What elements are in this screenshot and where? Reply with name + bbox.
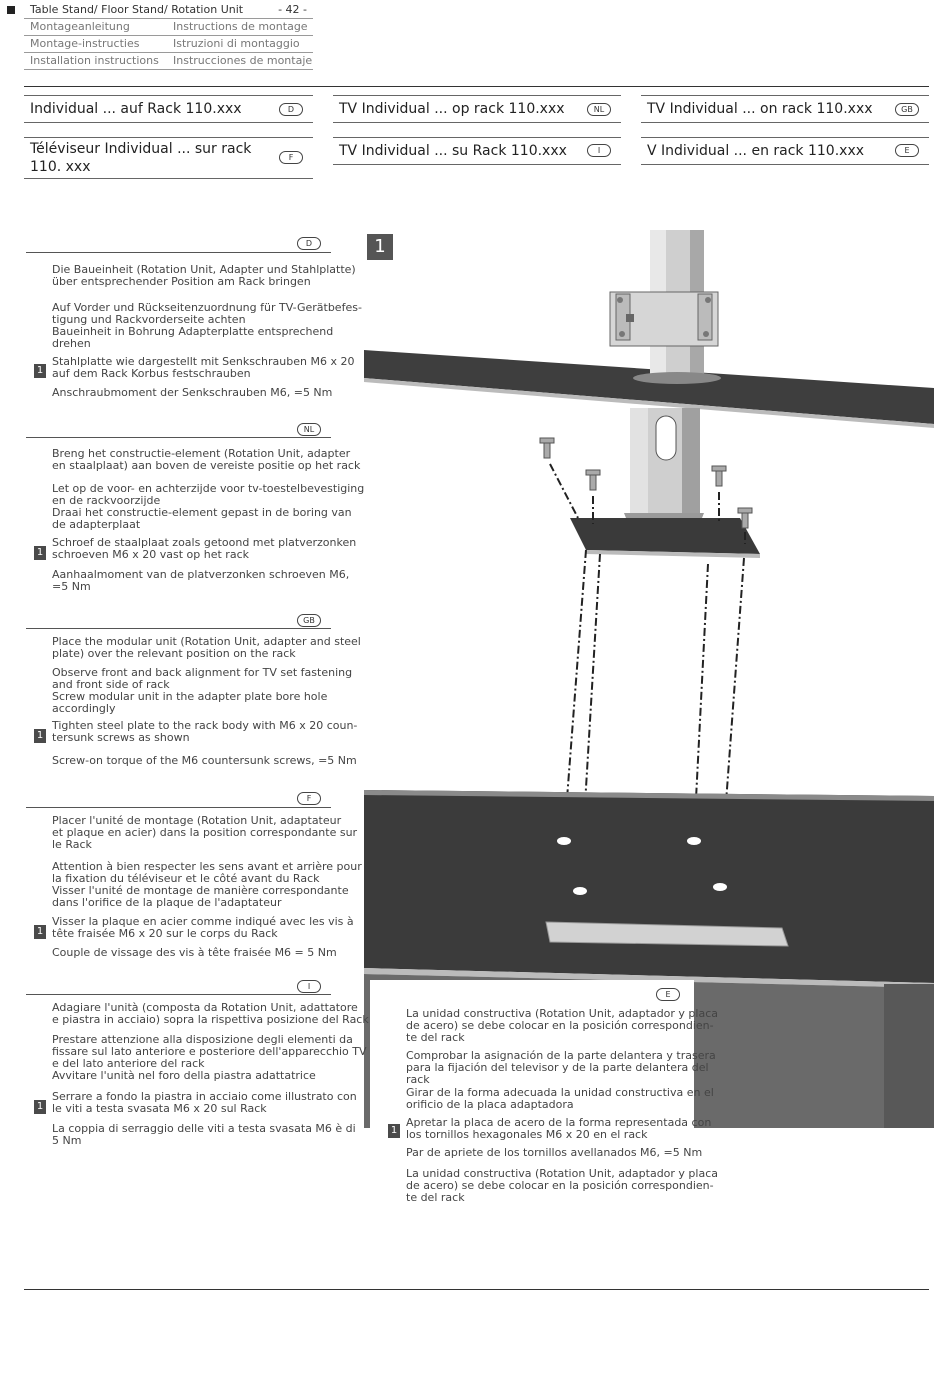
title-text: TV Individual ... su Rack 110.xxx xyxy=(339,143,567,159)
header-row xyxy=(24,53,313,70)
instruction-line: Baueinheit in Bohrung Adapterplatte entsprechend xyxy=(52,325,334,338)
figure-number: 1 xyxy=(367,234,393,260)
section-divider xyxy=(26,628,331,629)
header-label: Istruzioni di montaggio xyxy=(173,37,300,50)
instruction-line: La unidad constructiva (Rotation Unit, adaptador y placa xyxy=(406,1007,719,1020)
instruction-line: et plaque en acier) dans la position correspondante sur xyxy=(52,826,358,839)
instruction-line: Aanhaalmoment van de platverzonken schroeven M6, xyxy=(52,568,350,581)
language-badge: GB xyxy=(895,103,919,116)
language-badge: NL xyxy=(297,423,321,436)
header-row xyxy=(24,36,313,53)
instruction-line: Serrare a fondo la piastra in acciaio come illustrato con xyxy=(52,1090,357,1103)
footer-divider xyxy=(24,1289,929,1290)
header-row xyxy=(24,19,313,36)
instruction-line: Observe front and back alignment for TV set fastening xyxy=(52,666,353,679)
header-divider xyxy=(24,86,929,87)
language-badge: NL xyxy=(587,103,611,116)
instruction-line: e piastra in acciaio) sopra la rispettiva posizione del Rack xyxy=(52,1013,369,1026)
title-gb xyxy=(641,95,929,123)
instruction-line: e del lato anteriore del rack xyxy=(52,1057,205,1070)
instruction-line: Die Baueinheit (Rotation Unit, Adapter und Stahlplatte) xyxy=(52,263,356,276)
title-i xyxy=(333,137,621,165)
section-divider xyxy=(26,252,331,253)
instruction-line: los tornillos hexagonales M6 x 20 en el rack xyxy=(406,1128,648,1141)
instruction-line: rack xyxy=(406,1073,430,1086)
title-e xyxy=(641,137,929,165)
instruction-line: te del rack xyxy=(406,1191,465,1204)
title-nl xyxy=(333,95,621,123)
instruction-line: Couple de vissage des vis à tête fraisée M6 = 5 Nm xyxy=(52,946,337,959)
header-label: Montage-instructies xyxy=(30,37,140,50)
instruction-line: le Rack xyxy=(52,838,92,851)
instruction-line: Prestare attenzione alla disposizione degli elementi da xyxy=(52,1033,353,1046)
instruction-line: Anschraubmoment der Senkschrauben M6, =5 Nm xyxy=(52,386,333,399)
instruction-line: dans l'orifice de la plaque de l'adaptateur xyxy=(52,896,282,909)
instruction-line: Visser la plaque en acier comme indiqué avec les vis à xyxy=(52,915,354,928)
title-text: TV Individual ... op rack 110.xxx xyxy=(339,101,565,117)
language-badge: I xyxy=(587,144,611,157)
instruction-line: te del rack xyxy=(406,1031,465,1044)
instruction-line: auf dem Rack Korbus festschrauben xyxy=(52,367,251,380)
step-number: 1 xyxy=(34,925,46,939)
instruction-line: Stahlplatte wie dargestellt mit Senkschrauben M6 x 20 xyxy=(52,355,355,368)
section-divider xyxy=(26,807,331,808)
title-d xyxy=(24,95,313,123)
instruction-line: orificio de la placa adaptadora xyxy=(406,1098,574,1111)
language-badge: F xyxy=(297,792,321,805)
instruction-line: Schroef de staalplaat zoals getoond met platverzonken xyxy=(52,536,357,549)
instruction-line: Draai het constructie-element gepast in de boring van xyxy=(52,506,352,519)
product-line: Table Stand/ Floor Stand/ Rotation Unit xyxy=(30,3,244,16)
instruction-line: de adapterplaat xyxy=(52,518,141,531)
title-text: V Individual ... en rack 110.xxx xyxy=(647,143,865,159)
section-divider xyxy=(26,437,331,438)
step-number: 1 xyxy=(34,546,46,560)
header-label: Instructions de montage xyxy=(173,20,308,33)
instruction-line: Attention à bien respecter les sens avant et arrière pour xyxy=(52,860,362,873)
header-label: Instrucciones de montaje xyxy=(173,54,313,67)
step-number: 1 xyxy=(34,729,46,743)
instruction-line: Visser l'unité de montage de manière correspondante xyxy=(52,884,349,897)
language-badge: F xyxy=(279,151,303,164)
header-label: Installation instructions xyxy=(30,54,159,67)
step-number: 1 xyxy=(34,364,46,378)
instruction-line: tête fraisée M6 x 20 sur le corps du Rack xyxy=(52,927,278,940)
instruction-line: and front side of rack xyxy=(52,678,170,691)
language-badge: GB xyxy=(297,614,321,627)
instruction-line: Girar de la forma adecuada la unidad constructiva en el xyxy=(406,1086,714,1099)
instruction-line: Screw modular unit in the adapter plate bore hole xyxy=(52,690,328,703)
instruction-line: la fixation du téléviseur et le côté avant du Rack xyxy=(52,872,320,885)
step-number: 1 xyxy=(388,1124,400,1138)
instruction-line: Breng het constructie-element (Rotation Unit, adapter xyxy=(52,447,351,460)
title-text: Téléviseur Individual ... sur rack 110. xxx xyxy=(30,141,252,175)
instruction-line: =5 Nm xyxy=(52,580,91,593)
instruction-line: Apretar la placa de acero de la forma representada con xyxy=(406,1116,712,1129)
instruction-line: Auf Vorder und Rückseitenzuordnung für TV-Gerätbefes- xyxy=(52,301,362,314)
language-badge: D xyxy=(297,237,321,250)
language-badge: I xyxy=(297,980,321,993)
section-divider xyxy=(26,994,331,995)
instruction-line: en de rackvoorzijde xyxy=(52,494,161,507)
instruction-line: Adagiare l'unità (composta da Rotation Unit, adattatore xyxy=(52,1001,358,1014)
step-number: 1 xyxy=(34,1100,46,1114)
instruction-line: tersunk screws as shown xyxy=(52,731,190,744)
header-marker xyxy=(7,6,15,14)
instruction-line: accordingly xyxy=(52,702,116,715)
language-badge: D xyxy=(279,103,303,116)
language-badge: E xyxy=(895,144,919,157)
instruction-line: para la fijación del televisor y de la parte delantera del xyxy=(406,1061,709,1074)
title-text: Individual ... auf Rack 110.xxx xyxy=(30,101,242,117)
header-row xyxy=(24,2,313,19)
instruction-line: La unidad constructiva (Rotation Unit, adaptador y placa xyxy=(406,1167,719,1180)
instruction-line: Place the modular unit (Rotation Unit, adapter and steel xyxy=(52,635,361,648)
instruction-line: La coppia di serraggio delle viti a testa svasata M6 è di xyxy=(52,1122,356,1135)
instruction-line: Placer l'unité de montage (Rotation Unit, adaptateur xyxy=(52,814,342,827)
header-label: Montageanleitung xyxy=(30,20,130,33)
instruction-line: Comprobar la asignación de la parte delantera y trasera xyxy=(406,1049,716,1062)
instruction-line: en staalplaat) aan boven de vereiste positie op het rack xyxy=(52,459,361,472)
instruction-line: über entsprechender Position am Rack bringen xyxy=(52,275,311,288)
instruction-line: schroeven M6 x 20 vast op het rack xyxy=(52,548,249,561)
instruction-line: le viti a testa svasata M6 x 20 sul Rack xyxy=(52,1102,267,1115)
language-badge: E xyxy=(656,988,680,1001)
document-header xyxy=(24,2,313,70)
instruction-line: tigung und Rackvorderseite achten xyxy=(52,313,246,326)
page-number: - 42 - xyxy=(278,3,307,16)
instruction-line: 5 Nm xyxy=(52,1134,82,1147)
instruction-line: Avvitare l'unità nel foro della piastra adattatrice xyxy=(52,1069,316,1082)
instruction-line: fissare sul lato anteriore e posteriore dell'apparecchio TV xyxy=(52,1045,367,1058)
instruction-line: plate) over the relevant position on the rack xyxy=(52,647,296,660)
instruction-line: drehen xyxy=(52,337,91,350)
instruction-line: Tighten steel plate to the rack body with M6 x 20 coun- xyxy=(52,719,358,732)
instruction-line: Let op de voor- en achterzijde voor tv-toestelbevestiging xyxy=(52,482,365,495)
title-f xyxy=(24,137,313,179)
instruction-line: de acero) se debe colocar en la posición correspondien- xyxy=(406,1179,714,1192)
title-text: TV Individual ... on rack 110.xxx xyxy=(647,101,873,117)
instruction-line: Screw-on torque of the M6 countersunk screws, =5 Nm xyxy=(52,754,357,767)
instruction-line: Par de apriete de los tornillos avellanados M6, =5 Nm xyxy=(406,1146,703,1159)
instruction-line: de acero) se debe colocar en la posición correspondien- xyxy=(406,1019,714,1032)
